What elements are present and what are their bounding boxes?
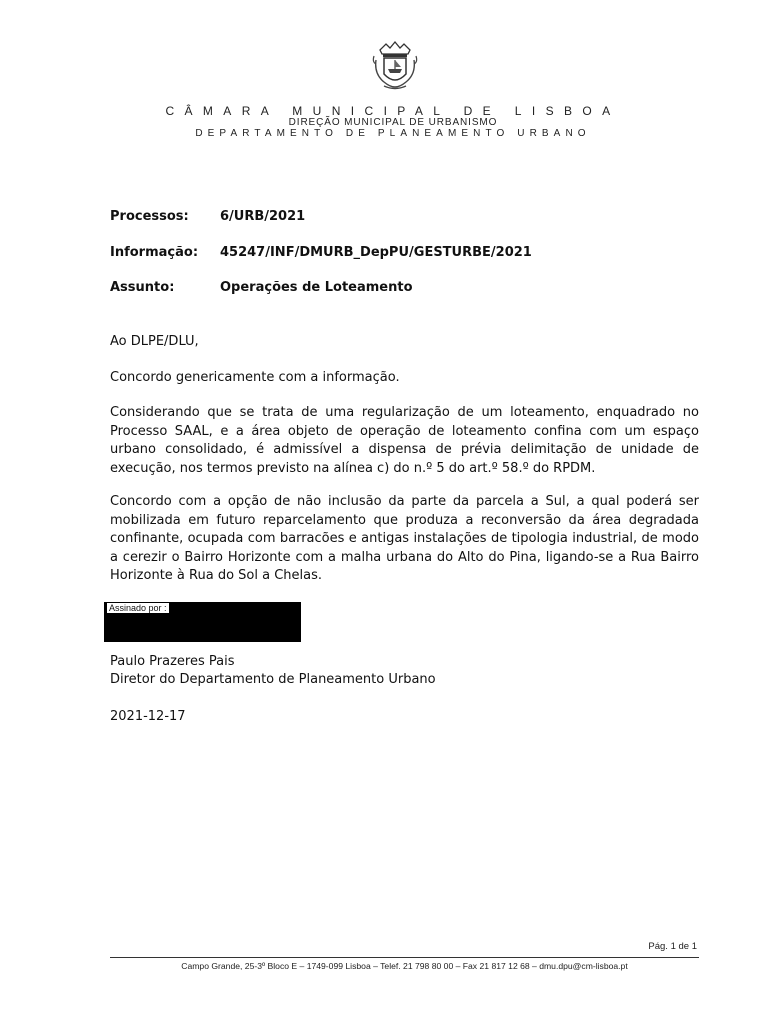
document-date: 2021-12-17 xyxy=(110,709,186,724)
letterhead-directorate: DIREÇÃO MUNICIPAL DE URBANISMO xyxy=(288,117,498,128)
field-label-processos: Processos: xyxy=(110,209,189,224)
footer-address: Campo Grande, 25-3º Bloco E – 1749-099 Lisboa – Telef. 21 798 80 00 – Fax 21 817 12 68 – dmu.dpu@cm-lisboa.pt xyxy=(181,961,628,971)
lisbon-coat-of-arms-icon xyxy=(370,38,420,92)
footer-divider xyxy=(110,957,699,958)
field-label-informacao: Informação: xyxy=(110,245,199,260)
paragraph-parcel-option: Concordo com a opção de não inclusão da parte da parcela a Sul, a qual poderá ser mobilizada em futuro reparcelamento que produza a reconversão da área degradada confinante, ocupada com barracões e antigas instalações de tipologia industrial, de modo a cerezir o Bairro Horizonte com a malha urbana do Alto do Pina, ligando-se a Rua Bairro Horizonte à Rua do Sol a Chelas. xyxy=(110,494,699,583)
letterhead-department: DEPARTAMENTO DE PLANEAMENTO URBANO xyxy=(195,128,591,139)
paragraph-consideration: Considerando que se trata de uma regularização de um loteamento, enquadrado no Processo SAAL, e a área objeto de operação de loteamento confina com um espaço urbano consolidado, é admissível a dispensa de prévia delimitação de unidade de execução, nos termos previsto na alínea c) do n.º 5 do art.º 58.º do RPDM. xyxy=(110,405,699,476)
paragraph-agreement: Concordo genericamente com a informação. xyxy=(110,370,400,385)
letterhead-council-name: CÂMARA MUNICIPAL DE LISBOA xyxy=(165,104,621,118)
field-value-assunto: Operações de Loteamento xyxy=(220,280,413,295)
field-label-assunto: Assunto: xyxy=(110,280,175,295)
signed-by-label: Assinado por : xyxy=(109,603,167,613)
page-number: Pág. 1 de 1 xyxy=(648,941,697,952)
salutation: Ao DLPE/DLU, xyxy=(110,334,199,349)
field-value-processos: 6/URB/2021 xyxy=(220,209,306,224)
field-value-informacao: 45247/INF/DMURB_DepPU/GESTURBE/2021 xyxy=(220,245,532,260)
signatory-name: Paulo Prazeres Pais xyxy=(110,654,235,669)
signatory-role: Diretor do Departamento de Planeamento Urbano xyxy=(110,672,436,687)
